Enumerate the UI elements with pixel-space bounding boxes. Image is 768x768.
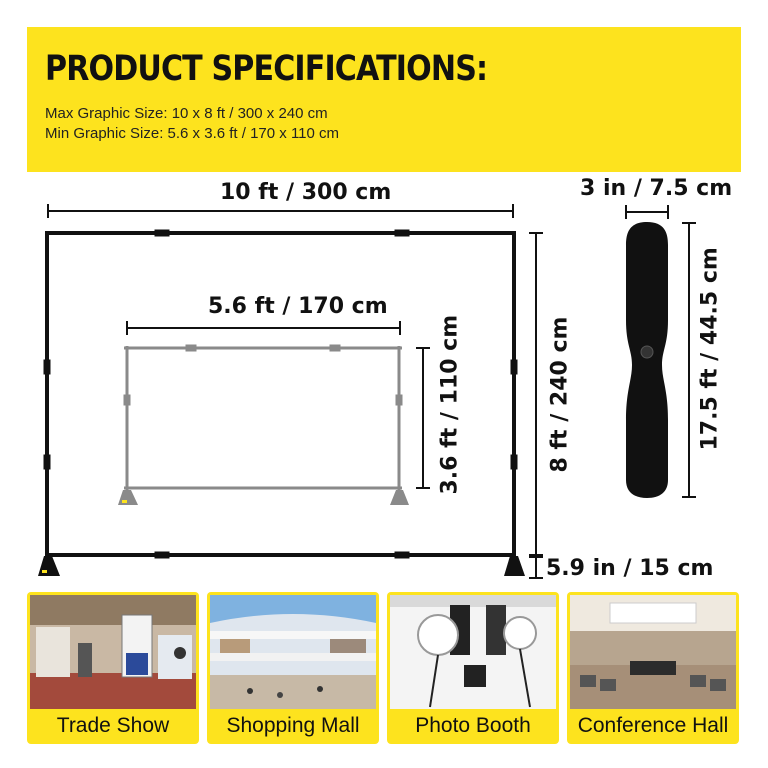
banner-title: PRODUCT SPECIFICATIONS:	[45, 49, 488, 89]
max-width-dimension-line	[48, 204, 513, 218]
base-height-label: 5.9 in / 15 cm	[546, 556, 714, 581]
foot-bolt-hole	[641, 346, 653, 358]
max-height-label: 8 ft / 240 cm	[547, 316, 573, 473]
left-foot-badge	[42, 570, 47, 573]
shopping-mall-photo	[210, 595, 376, 709]
scene-card-photo-booth	[387, 592, 559, 744]
scene-label: Conference Hall	[577, 714, 729, 737]
conference-hall-photo	[570, 595, 736, 709]
min-height-label: 3.6 ft / 110 cm	[437, 314, 463, 495]
scene-label: Trade Show	[56, 714, 170, 737]
photo-booth-photo	[390, 595, 556, 709]
scene-label: Photo Booth	[415, 714, 531, 737]
small-backdrop-frame	[124, 345, 402, 498]
foot-width-dimension-line	[626, 205, 668, 219]
foot-detail-shape	[626, 222, 668, 498]
trade-show-photo	[30, 595, 196, 709]
min-width-label: 5.6 ft / 170 cm	[208, 294, 388, 319]
left-foot	[38, 556, 60, 576]
base-height-dimension-line	[529, 557, 543, 578]
foot-width-label: 3 in / 7.5 cm	[580, 176, 733, 201]
small-left-foot-badge	[122, 500, 127, 503]
scene-label: Shopping Mall	[226, 714, 360, 737]
scene-card-shopping-mall	[207, 592, 379, 744]
foot-length-label: 17.5 ft / 44.5 cm	[697, 247, 723, 451]
max-width-label: 10 ft / 300 cm	[220, 180, 392, 205]
min-graphic-size: Min Graphic Size: 5.6 x 3.6 ft / 170 x 110 cm	[45, 125, 340, 142]
max-graphic-size: Max Graphic Size: 10 x 8 ft / 300 x 240 cm	[45, 105, 328, 122]
min-height-dimension-line	[416, 348, 430, 488]
small-right-foot	[390, 490, 409, 505]
scene-card-conference-hall	[567, 592, 739, 744]
foot-length-dimension-line	[682, 223, 696, 497]
right-foot	[504, 556, 525, 576]
min-width-dimension-line	[127, 321, 400, 335]
small-left-foot	[118, 490, 138, 505]
max-height-dimension-line	[529, 233, 543, 555]
scene-card-trade-show	[27, 592, 199, 744]
